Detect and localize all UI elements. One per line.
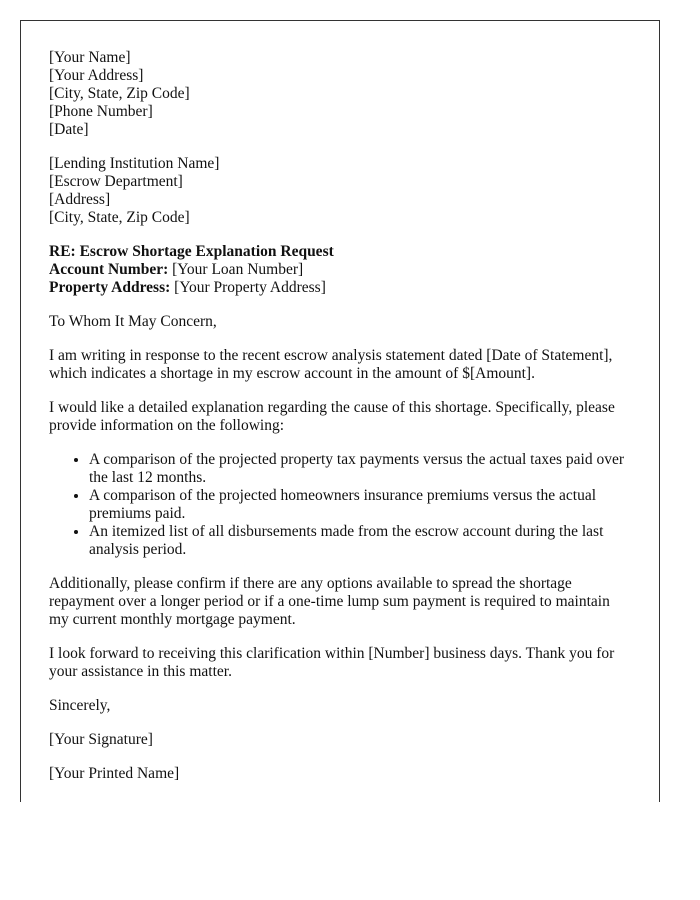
sender-address: [Your Address]	[49, 67, 144, 84]
body-paragraph-2: I would like a detailed explanation regarding the cause of this shortage. Specifically, please provide information on the following:	[49, 399, 615, 434]
recipient-address: [Address]	[49, 191, 111, 208]
printed-name: [Your Printed Name]	[49, 765, 180, 782]
reference-block	[49, 243, 631, 297]
recipient-institution: [Lending Institution Name]	[49, 155, 220, 172]
recipient-department: [Escrow Department]	[49, 173, 183, 190]
sender-phone: [Phone Number]	[49, 103, 153, 120]
body-paragraph-4: I look forward to receiving this clarification within [Number] business days. Thank you for your assistance in this matter.	[49, 645, 615, 680]
recipient-block	[49, 155, 631, 227]
property-address-line	[49, 279, 631, 297]
account-number-line	[49, 261, 631, 279]
request-list	[49, 451, 631, 559]
request-item: • A comparison of the projected homeowners insurance premiums versus the actual premiums paid.	[89, 487, 631, 523]
recipient-city-state-zip: [City, State, Zip Code]	[49, 209, 190, 226]
property-address-value: [Your Property Address]	[170, 279, 326, 296]
signature: [Your Signature]	[49, 731, 153, 748]
letter-date: [Date]	[49, 121, 89, 138]
body-paragraph-3: Additionally, please confirm if there are any options available to spread the shortage repayment over a longer period or if a one-time lump sum payment is required to maintain my current monthly mortgage payment.	[49, 575, 610, 628]
sender-block	[49, 49, 631, 139]
salutation: To Whom It May Concern,	[49, 313, 217, 330]
subject-text: RE: Escrow Shortage Explanation Request	[49, 243, 334, 260]
sender-city-state-zip: [City, State, Zip Code]	[49, 85, 190, 102]
body-paragraph-1: I am writing in response to the recent escrow analysis statement dated [Date of Statement], which indicates a shortage in my escrow account in the amount of $[Amount].	[49, 347, 613, 382]
valediction: Sincerely,	[49, 697, 111, 714]
request-item: • An itemized list of all disbursements made from the escrow account during the last analysis period.	[89, 523, 631, 559]
request-item: • A comparison of the projected property tax payments versus the actual taxes paid over the last 12 months.	[89, 451, 631, 487]
sender-name: [Your Name]	[49, 49, 131, 66]
letter-page	[20, 20, 660, 802]
subject-line	[49, 243, 631, 261]
account-number-label: Account Number:	[49, 261, 169, 278]
account-number-value: [Your Loan Number]	[168, 261, 304, 278]
property-address-label: Property Address:	[49, 279, 171, 296]
